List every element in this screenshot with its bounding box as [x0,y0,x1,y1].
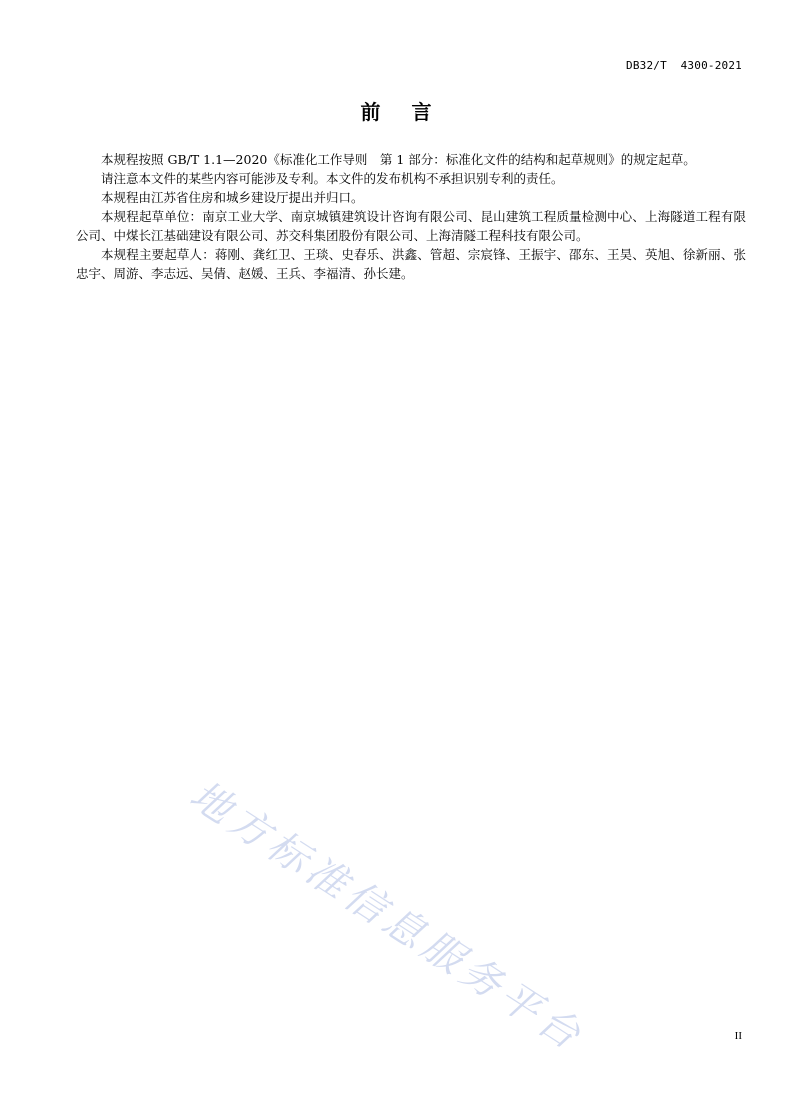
watermark: 地方标准信息服务平台 [181,772,593,1062]
paragraph-main-drafters: 本规程主要起草人：蒋刚、龚红卫、王琰、史春乐、洪鑫、管超、宗宸锋、王振宇、邵东、王昊、英旭、徐新丽、张忠宇、周游、李志远、吴倩、赵媛、王兵、李福清、孙长建。 [76,247,746,281]
page-title: 前 言 [360,100,444,124]
paragraph-drafting-units: 本规程起草单位：南京工业大学、南京城镇建筑设计咨询有限公司、昆山建筑工程质量检测中心、上海隧道工程有限公司、中煤长江基础建设有限公司、苏交科集团股份有限公司、上海清隧工程科技有限公司。 [76,209,746,243]
page-number: II [734,1030,742,1042]
paragraph-patent-notice: 请注意本文件的某些内容可能涉及专利。本文件的发布机构不承担识别专利的责任。 [101,171,564,186]
paragraph-drafting-basis: 本规程按照 GB/T 1.1—2020《标准化工作导则 第 1 部分：标准化文件的结构和起草规则》的规定起草。 [101,152,696,167]
preface-body [76,150,746,283]
standard-code: DB32/T 4300-2021 [626,59,742,72]
paragraph-proposing-authority: 本规程由江苏省住房和城乡建设厅提出并归口。 [101,190,364,205]
